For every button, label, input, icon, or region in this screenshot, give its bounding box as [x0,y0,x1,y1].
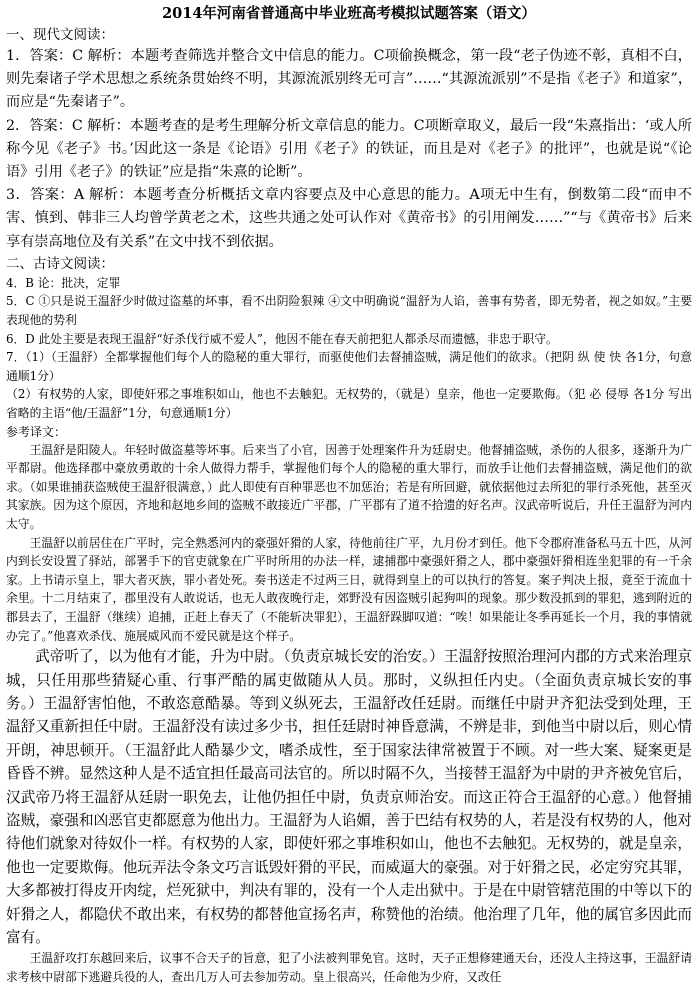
document-title: 2014年河南省普通高中毕业班高考模拟试题答案（语文） [162,5,536,22]
answer-5: 5．C ①只是说王温舒少时做过盗墓的坏事，看不出阴险狠辣 ④文中明确说“温舒为人谄，善事有势者，即无势者，视之如奴。”主要表现他的势利 [6,294,692,328]
answer-7-1: 7．（1）（王温舒）全都掌握他们每个人的隐秘的重大罪行，而驱使他们去督捕盗贼，满足他们的欲求。（把阴 纵 使 快 各1分，句意通顺1分） [6,350,692,383]
translation-paragraph: 王温舒攻打东越回来后，议事不合天子的旨意，犯了小法被判罪免官。这时，天子正想修建通天台，还没人主持这事，王温舒请求考核中尉部下逃避兵役的人，查出几万人可去参加劳动。皇上很高兴，任命他为少府，又改任 [6,951,692,984]
section-modern-reading [6,25,692,254]
answer-6: 6．D 此处主要是表现王温舒“好杀伐行威不爱人”，他因不能在春天前把犯人都杀尽而遗憾，非忠于职守。 [6,331,558,346]
translation-paragraph: 武帝听了，以为他有才能，升为中尉。（负责京城长安的治安。）王温舒按照治理河内郡的方式来治理京城，只任用那些猜疑心重、行事严酷的属吏做随从人员。那时，义纵担任内史。（全面负责京城长安的事务。）王温舒害怕他，不敢恣意酷暴。等到义纵死去，王温舒改任廷尉。而继任中尉尹齐犯法受到处理，王温舒又重新担任中尉。王温舒没有读过多少书，担任廷尉时神昏意满，不辨是非，到他当中尉以后，则心情开朗，神思顿开。（王温舒此人酷暴少文，嗜杀成性，至于国家法律常被置于不顾。对一些大案、疑案更是昏昏不辨。显然这种人是不适宜担任最高司法官的。所以时隔不久，当接替王温舒为中尉的尹齐被免官后，汉武帝乃将王温舒从廷尉一职免去，让他仍担任中尉，负责京师治安。而这正符合王温舒的心意。）他督捕盗贼，豪强和凶恶官吏都愿意为他出力。王温舒为人谄媚，善于巴结有权势的人，若是没有权势的人，他对待他们就象对待奴仆一样。有权势的人家，即使奸邪之事堆积如山，他也不去触犯。无权势的，就是皇亲，他也一定要欺侮。他玩弄法令条文巧言诋毁奸猾的平民，而威逼大的豪强。对于奸猾之民，必定穷究其罪，大多都被打得皮开肉绽，烂死狱中，判决有罪的，没有一个人走出狱中。于是在中尉管辖范围的中等以下的奸猾之人，都隐伏不敢出来，有权势的都替他宣扬名声，称赞他的治绩。他治理了几年，他的属官多因此而富有。 [6,648,692,946]
translation-paragraph: 王温舒是阳陵人。年轻时做盗墓等坏事。后来当了小官，因善于处理案件升为廷尉史。他督捕盗贼，杀伤的人很多，逐渐升为广平都尉。他选择郡中豪放勇敢的十余人做得力帮手，掌握他们每个人的隐秘的重大罪行，而放手让他们去督捕盗贼，满足他们的欲求。（如果谁捕获盗贼使王温舒很满意，）此人即使有百种罪恶也不加惩治；若是有所回避，就依据他过去所犯的罪行杀死他，甚至灭其家族。因为这个原因，齐地和赵地乡间的盗贼不敢接近广平郡，广平郡有了道不拾遗的好名声。汉武帝听说后，升任王温舒为河内太守。 [6,442,692,531]
answer-1: 1．答案：C 解析：本题考查筛选并整合文中信息的能力。C项偷换概念，第一段“老子伪迹不彰，真相不白，则先秦诸子学术思想之系统条贯始终不明，其源流派别终无可言”……“其源流派别”不是指《老子》和道家”，而应是“先秦诸子”。 [6,48,693,111]
section-heading: 二、古诗文阅读： [6,255,114,272]
answer-2: 2．答案：C 解析：本题考查的是考生理解分析文章信息的能力。C项断章取义，最后一段“朱熹指出：‘或人所称今见《老子》书。’因此这一条是《论语》引用《老子》的铁证，而且是对《老子》的批评”，也就是说“《论语》引用《老子》的铁证”应是指“朱熹的论断”。 [6,117,692,181]
translation-paragraph: 王温舒以前居住在广平时，完全熟悉河内的豪强奸猾的人家，待他前往广平，九月份才到任。他下令郡府准备私马五十匹，从河内到长安设置了驿站，部署手下的官吏就象在广平时所用的办法一样，逮捕郡中豪强奸猾之人，郡中豪强奸猾相连坐犯罪的有一千余家。上书请示皇上，罪大者灭族，罪小者处死。奏书送走不过两三日，就得到皇上的可以执行的答复。案子判决上报，竟至于流血十余里。十二月结束了，郡里没有人敢说话，也无人敢夜晚行走，郊野没有因盗贼引起狗叫的现象。那少数没抓到的罪犯，逃到附近的郡县去了，王温舒（继续）追捕，正赶上春天了（不能斩决罪犯），王温舒跺脚叹道：“唉！如果能让冬季再延长一个月，我的事情就办完了。”他喜欢杀伐、施展威风而不爱民就是这个样子。 [6,535,692,643]
section-heading: 一、现代文阅读： [6,27,114,43]
answer-7-2: （2）有权势的人家，即使奸邪之事堆积如山，他也不去触犯。无权势的，（就是）皇亲，他也一定要欺侮。（犯 必 侵辱 各1分 写出省略的主语“他/王温舒”1分，句意通顺1分） [6,387,692,420]
reference-translation-label: 参考译文： [6,424,67,439]
answer-3: 3．答案：A 解析：本题考查分析概括文章内容要点及中心意思的能力。A项无中生有，倒数第二段“而申不害、慎到、韩非三人均曾学黄老之术，这些共通之处可认作对《黄帝书》的引用阐发……”“与《黄帝书》后来享有崇高地位及有关系”在文中找不到依据。 [6,187,692,250]
answer-4: 4．B 论：批决，定罪 [6,275,121,290]
section-classical-reading [6,254,692,987]
